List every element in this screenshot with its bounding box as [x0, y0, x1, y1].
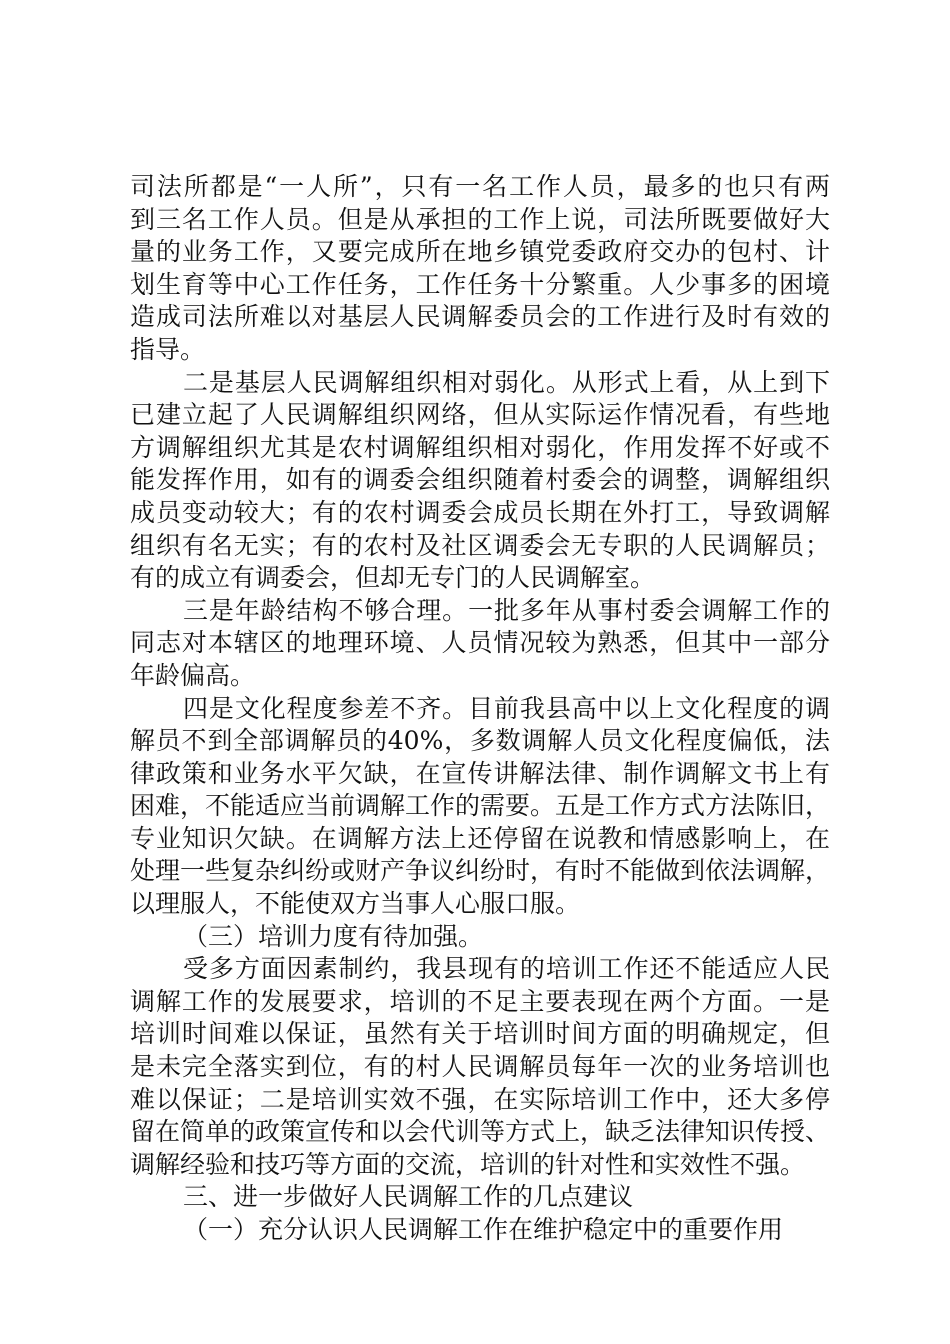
text-line: 调解经验和技巧等方面的交流，培训的针对性和实效性不强。: [130, 1149, 806, 1179]
text-line: 有的成立有调委会，但却无专门的人民调解室。: [130, 563, 656, 593]
text-line: 司法所都是“一人所”，只有一名工作人员，最多的也只有两: [130, 172, 830, 201]
text-line: 指导。: [130, 334, 206, 364]
text-line: 留在简单的政策宣传和以会代训等方式上，缺乏法律知识传授、: [130, 1117, 830, 1147]
text-line: 已建立起了人民调解组织网络，但从实际运作情况看，有些地: [130, 400, 830, 430]
text-line: 方调解组织尤其是农村调解组织相对弱化，作用发挥不好或不: [130, 432, 830, 462]
paragraph-first-line: 受多方面因素制约，我县现有的培训工作还不能适应人民: [183, 954, 830, 984]
text-line: 处理一些复杂纠纷或财产争议纠纷时，有时不能做到依法调解，: [130, 856, 830, 886]
paragraph-first-line: 二是基层人民调解组织相对弱化。从形式上看，从上到下: [183, 367, 830, 397]
paragraph-first-line: 三是年龄结构不够合理。一批多年从事村委会调解工作的: [183, 595, 830, 625]
text-line: 以理服人，不能使双方当事人心服口服。: [130, 889, 581, 919]
paragraph-first-line: 四是文化程度参差不齐。目前我县高中以上文化程度的调: [183, 693, 830, 723]
text-line: 组织有名无实；有的农村及社区调委会无专职的人民调解员；: [130, 530, 830, 560]
text-line: 到三名工作人员。但是从承担的工作上说，司法所既要做好大: [130, 204, 830, 234]
text-line: 划生育等中心工作任务，工作任务十分繁重。人少事多的困境: [130, 269, 830, 299]
text-line: 难以保证；二是培训实效不强，在实际培训工作中，还大多停: [130, 1084, 830, 1114]
text-line: 造成司法所难以对基层人民调解委员会的工作进行及时有效的: [130, 302, 830, 332]
text-line: 专业知识欠缺。在调解方法上还停留在说教和情感影响上，在: [130, 823, 830, 853]
text-line: 困难，不能适应当前调解工作的需要。五是工作方式方法陈旧，: [130, 791, 830, 821]
text-line: 量的业务工作，又要完成所在地乡镇党委政府交办的包村、计: [130, 237, 830, 267]
document-body: [130, 171, 830, 1247]
section-heading: （三）培训力度有待加强。: [183, 921, 484, 951]
text-line: 能发挥作用，如有的调委会组织随着村委会的调整，调解组织: [130, 465, 830, 495]
text-line: 律政策和业务水平欠缺，在宣传讲解法律、制作调解文书上有: [130, 758, 830, 788]
text-line: 同志对本辖区的地理环境、人员情况较为熟悉，但其中一部分: [130, 628, 830, 658]
subsection-heading: （一）充分认识人民调解工作在维护稳定中的重要作用: [183, 1215, 784, 1244]
text-line: 年龄偏高。: [130, 660, 256, 690]
text-line: 培训时间难以保证，虽然有关于培训时间方面的明确规定，但: [130, 1019, 830, 1049]
text-line: 解员不到全部调解员的40%，多数调解人员文化程度偏低，法: [130, 726, 830, 756]
text-line: 是未完全落实到位，有的村人民调解员每年一次的业务培训也: [130, 1052, 830, 1082]
section-heading: 三、进一步做好人民调解工作的几点建议: [183, 1182, 634, 1212]
text-line: 调解工作的发展要求，培训的不足主要表现在两个方面。一是: [130, 986, 830, 1016]
text-line: 成员变动较大；有的农村调委会成员长期在外打工，导致调解: [130, 497, 830, 527]
